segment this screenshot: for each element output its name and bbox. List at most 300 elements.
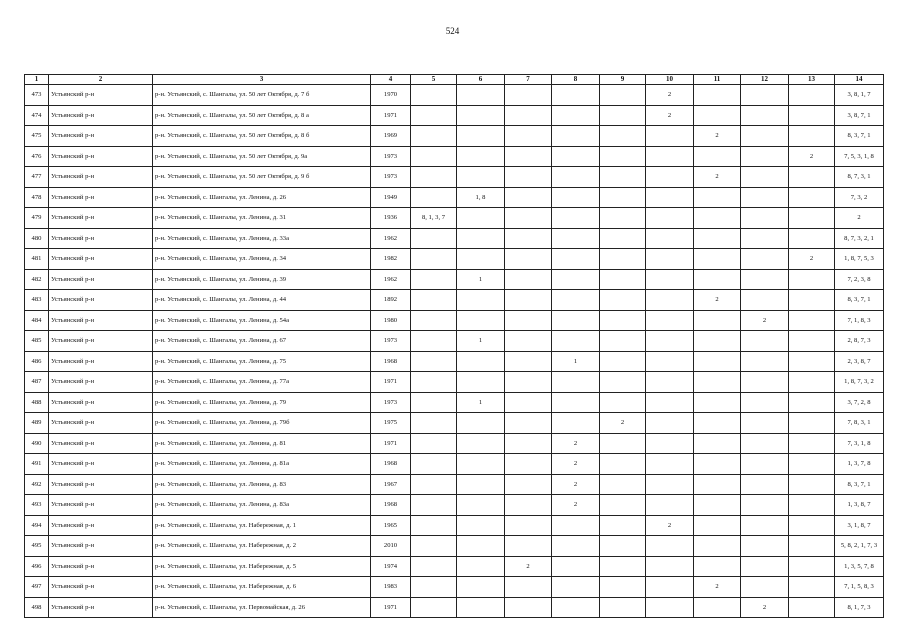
table-row bbox=[25, 351, 884, 372]
row-number-cell: 492 bbox=[25, 474, 49, 495]
col8-cell: 2 bbox=[552, 495, 600, 516]
col14-cell: 8, 7, 3, 2, 1 bbox=[835, 228, 884, 249]
col13-cell bbox=[789, 105, 835, 126]
col6-cell bbox=[457, 208, 505, 229]
col6-cell bbox=[457, 536, 505, 557]
row-number-cell: 479 bbox=[25, 208, 49, 229]
col6-cell: 1, 8 bbox=[457, 187, 505, 208]
col13-cell bbox=[789, 187, 835, 208]
col6-cell bbox=[457, 372, 505, 393]
col13-cell: 2 bbox=[789, 146, 835, 167]
year-cell: 1892 bbox=[371, 290, 411, 311]
col13-cell bbox=[789, 413, 835, 434]
col12-cell bbox=[741, 392, 789, 413]
col9-cell bbox=[600, 556, 646, 577]
row-number-cell: 498 bbox=[25, 597, 49, 618]
table-row bbox=[25, 454, 884, 475]
col10-cell bbox=[646, 495, 694, 516]
district-cell: Устьянский р-н bbox=[49, 146, 153, 167]
col8-cell bbox=[552, 249, 600, 270]
col8-cell bbox=[552, 290, 600, 311]
col7-cell bbox=[505, 413, 552, 434]
col8-cell bbox=[552, 413, 600, 434]
col12-cell bbox=[741, 187, 789, 208]
district-cell: Устьянский р-н bbox=[49, 105, 153, 126]
address-cell: р-н. Устьянский, с. Шангалы, ул. Ленина, д. 67 bbox=[153, 331, 371, 352]
row-number-cell: 478 bbox=[25, 187, 49, 208]
col9-cell bbox=[600, 208, 646, 229]
address-cell: р-н. Устьянский, с. Шангалы, ул. Ленина, д. 77а bbox=[153, 372, 371, 393]
col5-cell bbox=[411, 495, 457, 516]
col5-cell bbox=[411, 556, 457, 577]
address-cell: р-н. Устьянский, с. Шангалы, ул. 50 лет Октября, д. 7 б bbox=[153, 85, 371, 106]
col6-cell: 1 bbox=[457, 392, 505, 413]
col11-cell bbox=[694, 249, 741, 270]
col10-cell bbox=[646, 474, 694, 495]
col12-cell bbox=[741, 269, 789, 290]
col7-cell bbox=[505, 187, 552, 208]
col10-cell bbox=[646, 208, 694, 229]
col11-cell: 2 bbox=[694, 167, 741, 188]
column-header-14: 14 bbox=[835, 75, 884, 85]
col7-cell bbox=[505, 249, 552, 270]
col7-cell bbox=[505, 310, 552, 331]
col8-cell bbox=[552, 269, 600, 290]
column-header-7: 7 bbox=[505, 75, 552, 85]
address-cell: р-н. Устьянский, с. Шангалы, ул. Ленина, д. 39 bbox=[153, 269, 371, 290]
col5-cell bbox=[411, 474, 457, 495]
col11-cell: 2 bbox=[694, 290, 741, 311]
col12-cell bbox=[741, 228, 789, 249]
address-cell: р-н. Устьянский, с. Шангалы, ул. Ленина, д. 75 bbox=[153, 351, 371, 372]
table-row bbox=[25, 85, 884, 106]
col5-cell bbox=[411, 126, 457, 147]
col12-cell bbox=[741, 577, 789, 598]
district-cell: Устьянский р-н bbox=[49, 126, 153, 147]
col12-cell bbox=[741, 556, 789, 577]
col14-cell: 8, 7, 3, 1 bbox=[835, 167, 884, 188]
col11-cell bbox=[694, 433, 741, 454]
address-cell: р-н. Устьянский, с. Шангалы, ул. Ленина, д. 83 bbox=[153, 474, 371, 495]
col14-cell: 1, 8, 7, 3, 2 bbox=[835, 372, 884, 393]
col11-cell bbox=[694, 597, 741, 618]
col14-cell: 8, 3, 7, 1 bbox=[835, 290, 884, 311]
col6-cell: 1 bbox=[457, 331, 505, 352]
col11-cell bbox=[694, 85, 741, 106]
col10-cell bbox=[646, 413, 694, 434]
col9-cell bbox=[600, 105, 646, 126]
col12-cell bbox=[741, 249, 789, 270]
col5-cell bbox=[411, 187, 457, 208]
col5-cell bbox=[411, 269, 457, 290]
column-header-3: 3 bbox=[153, 75, 371, 85]
year-cell: 1973 bbox=[371, 331, 411, 352]
table-row bbox=[25, 536, 884, 557]
col5-cell bbox=[411, 105, 457, 126]
col7-cell bbox=[505, 269, 552, 290]
col6-cell bbox=[457, 495, 505, 516]
column-header-12: 12 bbox=[741, 75, 789, 85]
col13-cell bbox=[789, 228, 835, 249]
col5-cell bbox=[411, 454, 457, 475]
col6-cell bbox=[457, 515, 505, 536]
district-cell: Устьянский р-н bbox=[49, 331, 153, 352]
col11-cell bbox=[694, 413, 741, 434]
table-row bbox=[25, 290, 884, 311]
col12-cell bbox=[741, 536, 789, 557]
col5-cell bbox=[411, 536, 457, 557]
col9-cell bbox=[600, 392, 646, 413]
year-cell: 1968 bbox=[371, 351, 411, 372]
col12-cell bbox=[741, 167, 789, 188]
col11-cell bbox=[694, 146, 741, 167]
district-cell: Устьянский р-н bbox=[49, 187, 153, 208]
district-cell: Устьянский р-н bbox=[49, 597, 153, 618]
district-cell: Устьянский р-н bbox=[49, 577, 153, 598]
col11-cell bbox=[694, 105, 741, 126]
col7-cell bbox=[505, 85, 552, 106]
col11-cell bbox=[694, 351, 741, 372]
year-cell: 1970 bbox=[371, 85, 411, 106]
district-cell: Устьянский р-н bbox=[49, 269, 153, 290]
col8-cell bbox=[552, 85, 600, 106]
col13-cell bbox=[789, 208, 835, 229]
column-header-8: 8 bbox=[552, 75, 600, 85]
col10-cell bbox=[646, 310, 694, 331]
district-cell: Устьянский р-н bbox=[49, 372, 153, 393]
district-cell: Устьянский р-н bbox=[49, 167, 153, 188]
col12-cell bbox=[741, 515, 789, 536]
year-cell: 1962 bbox=[371, 269, 411, 290]
district-cell: Устьянский р-н bbox=[49, 413, 153, 434]
col14-cell: 7, 8, 3, 1 bbox=[835, 413, 884, 434]
row-number-cell: 476 bbox=[25, 146, 49, 167]
col10-cell bbox=[646, 249, 694, 270]
col10-cell bbox=[646, 433, 694, 454]
col6-cell: 1 bbox=[457, 269, 505, 290]
col14-cell: 1, 3, 5, 7, 8 bbox=[835, 556, 884, 577]
row-number-cell: 485 bbox=[25, 331, 49, 352]
col13-cell bbox=[789, 331, 835, 352]
address-cell: р-н. Устьянский, с. Шангалы, ул. Ленина, д. 26 bbox=[153, 187, 371, 208]
row-number-cell: 474 bbox=[25, 105, 49, 126]
col8-cell bbox=[552, 310, 600, 331]
year-cell: 1973 bbox=[371, 167, 411, 188]
col12-cell bbox=[741, 474, 789, 495]
col7-cell bbox=[505, 167, 552, 188]
year-cell: 1949 bbox=[371, 187, 411, 208]
district-cell: Устьянский р-н bbox=[49, 249, 153, 270]
col12-cell bbox=[741, 290, 789, 311]
address-cell: р-н. Устьянский, с. Шангалы, ул. Ленина, д. 34 bbox=[153, 249, 371, 270]
col7-cell bbox=[505, 577, 552, 598]
col10-cell: 2 bbox=[646, 85, 694, 106]
row-number-cell: 473 bbox=[25, 85, 49, 106]
col13-cell bbox=[789, 454, 835, 475]
col13-cell bbox=[789, 515, 835, 536]
col7-cell bbox=[505, 536, 552, 557]
col14-cell: 5, 8, 2, 1, 7, 3 bbox=[835, 536, 884, 557]
col13-cell bbox=[789, 269, 835, 290]
col6-cell bbox=[457, 577, 505, 598]
col5-cell bbox=[411, 597, 457, 618]
col10-cell: 2 bbox=[646, 515, 694, 536]
col11-cell: 2 bbox=[694, 126, 741, 147]
table-row bbox=[25, 474, 884, 495]
col13-cell bbox=[789, 310, 835, 331]
col12-cell bbox=[741, 105, 789, 126]
column-header-10: 10 bbox=[646, 75, 694, 85]
col9-cell bbox=[600, 454, 646, 475]
col11-cell bbox=[694, 454, 741, 475]
address-cell: р-н. Устьянский, с. Шангалы, ул. Ленина, д. 54а bbox=[153, 310, 371, 331]
year-cell: 1971 bbox=[371, 433, 411, 454]
col9-cell bbox=[600, 310, 646, 331]
col14-cell: 2 bbox=[835, 208, 884, 229]
table-row bbox=[25, 249, 884, 270]
col8-cell bbox=[552, 208, 600, 229]
year-cell: 1980 bbox=[371, 310, 411, 331]
col12-cell bbox=[741, 372, 789, 393]
col13-cell bbox=[789, 85, 835, 106]
col12-cell bbox=[741, 433, 789, 454]
column-header-4: 4 bbox=[371, 75, 411, 85]
row-number-cell: 495 bbox=[25, 536, 49, 557]
row-number-cell: 497 bbox=[25, 577, 49, 598]
year-cell: 1975 bbox=[371, 413, 411, 434]
col7-cell bbox=[505, 146, 552, 167]
col14-cell: 7, 1, 8, 3 bbox=[835, 310, 884, 331]
col13-cell bbox=[789, 126, 835, 147]
col13-cell bbox=[789, 536, 835, 557]
col10-cell bbox=[646, 597, 694, 618]
year-cell: 1969 bbox=[371, 126, 411, 147]
col14-cell: 7, 3, 1, 8 bbox=[835, 433, 884, 454]
col8-cell: 1 bbox=[552, 351, 600, 372]
district-cell: Устьянский р-н bbox=[49, 351, 153, 372]
table-row bbox=[25, 413, 884, 434]
col6-cell bbox=[457, 310, 505, 331]
table-body bbox=[25, 85, 884, 618]
col10-cell bbox=[646, 167, 694, 188]
col12-cell bbox=[741, 208, 789, 229]
table-row bbox=[25, 392, 884, 413]
year-cell: 1968 bbox=[371, 495, 411, 516]
page-number: 524 bbox=[445, 26, 460, 36]
col6-cell bbox=[457, 474, 505, 495]
district-cell: Устьянский р-н bbox=[49, 310, 153, 331]
col9-cell bbox=[600, 85, 646, 106]
col7-cell bbox=[505, 228, 552, 249]
col9-cell bbox=[600, 515, 646, 536]
col8-cell bbox=[552, 126, 600, 147]
col7-cell bbox=[505, 126, 552, 147]
year-cell: 1967 bbox=[371, 474, 411, 495]
year-cell: 2010 bbox=[371, 536, 411, 557]
col8-cell bbox=[552, 228, 600, 249]
address-cell: р-н. Устьянский, с. Шангалы, ул. Ленина, д. 81а bbox=[153, 454, 371, 475]
col6-cell bbox=[457, 351, 505, 372]
col13-cell bbox=[789, 372, 835, 393]
col11-cell bbox=[694, 392, 741, 413]
row-number-cell: 486 bbox=[25, 351, 49, 372]
col5-cell bbox=[411, 351, 457, 372]
col11-cell bbox=[694, 556, 741, 577]
col8-cell: 2 bbox=[552, 454, 600, 475]
table-row bbox=[25, 331, 884, 352]
col9-cell bbox=[600, 126, 646, 147]
register-table bbox=[24, 74, 884, 618]
address-cell: р-н. Устьянский, с. Шангалы, ул. 50 лет Октября, д. 9 б bbox=[153, 167, 371, 188]
col11-cell bbox=[694, 269, 741, 290]
address-cell: р-н. Устьянский, с. Шангалы, ул. Набережная, д. 2 bbox=[153, 536, 371, 557]
col9-cell bbox=[600, 474, 646, 495]
col11-cell bbox=[694, 372, 741, 393]
col5-cell: 8, 1, 3, 7 bbox=[411, 208, 457, 229]
col10-cell bbox=[646, 331, 694, 352]
col10-cell bbox=[646, 228, 694, 249]
col5-cell bbox=[411, 577, 457, 598]
col10-cell bbox=[646, 351, 694, 372]
col5-cell bbox=[411, 433, 457, 454]
row-number-cell: 488 bbox=[25, 392, 49, 413]
col9-cell bbox=[600, 331, 646, 352]
col8-cell bbox=[552, 167, 600, 188]
col9-cell bbox=[600, 351, 646, 372]
col12-cell bbox=[741, 146, 789, 167]
district-cell: Устьянский р-н bbox=[49, 515, 153, 536]
col14-cell: 3, 7, 2, 8 bbox=[835, 392, 884, 413]
col7-cell bbox=[505, 208, 552, 229]
col6-cell bbox=[457, 167, 505, 188]
col5-cell bbox=[411, 372, 457, 393]
col12-cell bbox=[741, 351, 789, 372]
col5-cell bbox=[411, 310, 457, 331]
col14-cell: 7, 1, 5, 8, 3 bbox=[835, 577, 884, 598]
col13-cell bbox=[789, 392, 835, 413]
col6-cell bbox=[457, 85, 505, 106]
year-cell: 1965 bbox=[371, 515, 411, 536]
year-cell: 1983 bbox=[371, 577, 411, 598]
column-header-1: 1 bbox=[25, 75, 49, 85]
address-cell: р-н. Устьянский, с. Шангалы, ул. Ленина, д. 83а bbox=[153, 495, 371, 516]
col12-cell bbox=[741, 126, 789, 147]
col11-cell bbox=[694, 187, 741, 208]
row-number-cell: 494 bbox=[25, 515, 49, 536]
col14-cell: 7, 5, 3, 1, 8 bbox=[835, 146, 884, 167]
col5-cell bbox=[411, 331, 457, 352]
table-row bbox=[25, 515, 884, 536]
col10-cell bbox=[646, 146, 694, 167]
address-cell: р-н. Устьянский, с. Шангалы, ул. Ленина, д. 44 bbox=[153, 290, 371, 311]
col9-cell bbox=[600, 249, 646, 270]
year-cell: 1936 bbox=[371, 208, 411, 229]
col7-cell bbox=[505, 331, 552, 352]
year-cell: 1968 bbox=[371, 454, 411, 475]
col5-cell bbox=[411, 515, 457, 536]
col6-cell bbox=[457, 228, 505, 249]
col5-cell bbox=[411, 85, 457, 106]
col13-cell bbox=[789, 495, 835, 516]
col9-cell bbox=[600, 536, 646, 557]
col14-cell: 3, 8, 7, 1 bbox=[835, 105, 884, 126]
col7-cell bbox=[505, 454, 552, 475]
year-cell: 1962 bbox=[371, 228, 411, 249]
address-cell: р-н. Устьянский, с. Шангалы, ул. Набережная, д. 1 bbox=[153, 515, 371, 536]
col13-cell bbox=[789, 556, 835, 577]
table-row bbox=[25, 228, 884, 249]
col11-cell bbox=[694, 310, 741, 331]
col14-cell: 3, 1, 8, 7 bbox=[835, 515, 884, 536]
col10-cell bbox=[646, 372, 694, 393]
row-number-cell: 487 bbox=[25, 372, 49, 393]
table-row bbox=[25, 597, 884, 618]
col12-cell bbox=[741, 413, 789, 434]
col8-cell bbox=[552, 536, 600, 557]
col5-cell bbox=[411, 167, 457, 188]
col9-cell bbox=[600, 187, 646, 208]
col6-cell bbox=[457, 105, 505, 126]
col10-cell bbox=[646, 556, 694, 577]
row-number-cell: 483 bbox=[25, 290, 49, 311]
col6-cell bbox=[457, 413, 505, 434]
col11-cell bbox=[694, 515, 741, 536]
col13-cell bbox=[789, 290, 835, 311]
col12-cell bbox=[741, 331, 789, 352]
col10-cell bbox=[646, 269, 694, 290]
col9-cell bbox=[600, 167, 646, 188]
col8-cell bbox=[552, 392, 600, 413]
year-cell: 1982 bbox=[371, 249, 411, 270]
col10-cell bbox=[646, 577, 694, 598]
col13-cell bbox=[789, 577, 835, 598]
col10-cell: 2 bbox=[646, 105, 694, 126]
address-cell: р-н. Устьянский, с. Шангалы, ул. Набережная, д. 6 bbox=[153, 577, 371, 598]
column-header-13: 13 bbox=[789, 75, 835, 85]
address-cell: р-н. Устьянский, с. Шангалы, ул. Ленина, д. 31 bbox=[153, 208, 371, 229]
col7-cell bbox=[505, 433, 552, 454]
year-cell: 1971 bbox=[371, 372, 411, 393]
district-cell: Устьянский р-н bbox=[49, 208, 153, 229]
table-row bbox=[25, 105, 884, 126]
col14-cell: 7, 2, 3, 8 bbox=[835, 269, 884, 290]
col13-cell bbox=[789, 433, 835, 454]
col9-cell: 2 bbox=[600, 413, 646, 434]
district-cell: Устьянский р-н bbox=[49, 228, 153, 249]
year-cell: 1973 bbox=[371, 392, 411, 413]
row-number-cell: 491 bbox=[25, 454, 49, 475]
district-cell: Устьянский р-н bbox=[49, 536, 153, 557]
col9-cell bbox=[600, 577, 646, 598]
row-number-cell: 493 bbox=[25, 495, 49, 516]
col9-cell bbox=[600, 372, 646, 393]
col10-cell bbox=[646, 290, 694, 311]
row-number-cell: 484 bbox=[25, 310, 49, 331]
address-cell: р-н. Устьянский, с. Шангалы, ул. Ленина, д. 33а bbox=[153, 228, 371, 249]
col7-cell bbox=[505, 495, 552, 516]
col9-cell bbox=[600, 433, 646, 454]
address-cell: р-н. Устьянский, с. Шангалы, ул. Набережная, д. 5 bbox=[153, 556, 371, 577]
district-cell: Устьянский р-н bbox=[49, 454, 153, 475]
row-number-cell: 490 bbox=[25, 433, 49, 454]
col12-cell: 2 bbox=[741, 310, 789, 331]
col6-cell bbox=[457, 290, 505, 311]
col8-cell bbox=[552, 105, 600, 126]
col7-cell bbox=[505, 392, 552, 413]
col6-cell bbox=[457, 126, 505, 147]
col10-cell bbox=[646, 392, 694, 413]
col10-cell bbox=[646, 187, 694, 208]
